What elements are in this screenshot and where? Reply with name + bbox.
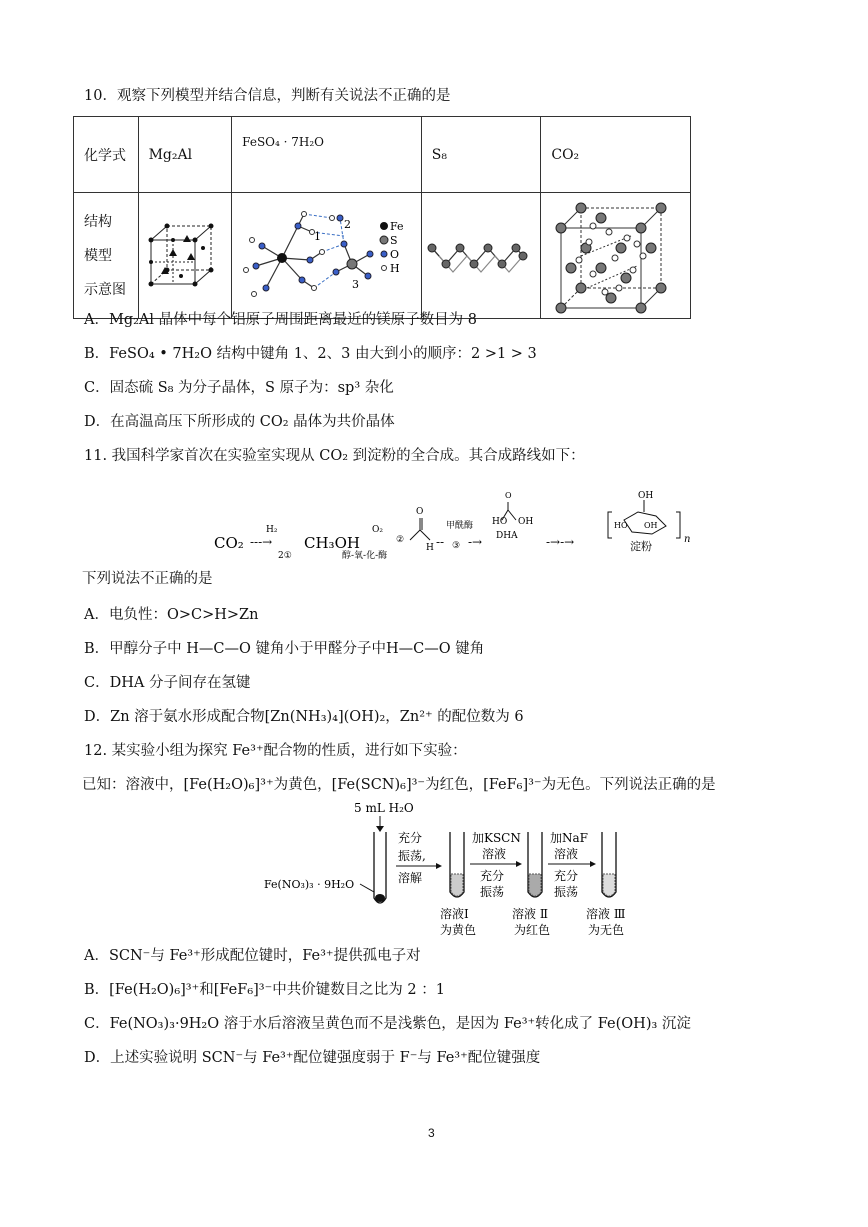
route-step2: ② [396,535,405,545]
svg-text:溶液: 溶液 [482,847,507,861]
legend-fe: Fe [390,219,404,233]
route-o2: O₂ [372,525,383,535]
experiment-diagram [262,798,652,940]
exp-sol2: 溶液 Ⅱ [512,907,548,921]
route-dha-oh: OH [518,517,534,527]
route-step1: 2① [278,551,292,560]
table-header-formula: 化学式 [74,117,139,193]
route-starch-oh: OH [644,521,658,530]
svg-text:--: -- [436,535,445,549]
route-starch-n: n [684,534,691,545]
mg2al-model [138,193,232,319]
svg-text:-→-→: -→-→ [546,535,575,549]
angle-label-1: 1 [314,229,322,243]
s8-model [421,193,541,319]
page-number: 3 [428,1126,435,1140]
legend-s: S [390,233,398,247]
route-step3: ③ [452,541,461,551]
route-dha-o: O [505,491,512,500]
svg-text:振荡: 振荡 [554,885,579,899]
exp-sol1: 溶液I [440,907,469,921]
table-row-label: 结构 模型 示意图 [74,193,139,319]
q12-option-d: D．上述实验说明 SCN⁻与 Fe³⁺配位键强度弱于 F⁻与 Fe³⁺配位键强度 [84,1050,541,1066]
q12-option-a: A．SCN⁻与 Fe³⁺形成配位键时，Fe³⁺提供孤电子对 [84,948,421,964]
q11-option-a: A．电负性：O>C>H>Zn [84,607,259,623]
route-dha: DHA [496,531,518,541]
svg-text:为黄色: 为黄色 [440,923,477,937]
svg-text:为红色: 为红色 [514,923,551,937]
q11-option-b: B．甲醇分子中 H—C—O 键角小于甲醛分子中H—C—O 键角 [84,641,485,657]
route-enzyme3: 甲酰酶 [446,521,474,531]
structure-model-table [73,116,691,319]
table-header-feso4: FeSO₄ · 7H₂O [232,117,422,193]
s8-ring-diagram [422,196,532,316]
legend-h: H [390,261,400,275]
q11-option-d: D．Zn 溶于氨水形成配合物[Zn(NH₃)₄](OH)₂，Zn²⁺ 的配位数为 6 [84,709,524,725]
route-formaldehyde-h: H [426,543,434,553]
q10-option-b: B．FeSO₄ • 7H₂O 结构中键角 1、2、3 由大到小的顺序：2 >1 > 3 [84,346,537,362]
svg-text:溶液: 溶液 [554,847,579,861]
angle-label-3: 3 [352,277,360,291]
svg-text:溶解: 溶解 [398,871,423,885]
q12-stem: 12. 某实验小组为探究 Fe³⁺配合物的性质，进行如下实验： [84,743,467,759]
exp-sol3: 溶液 Ⅲ [586,907,626,921]
q10-option-a: A．Mg₂Al 晶体中每个铝原子周围距离最近的镁原子数目为 8 [84,312,477,328]
q10-stem: 10．观察下列模型并结合信息，判断有关说法不正确的是 [84,88,451,104]
q12-option-c: C．Fe(NO₃)₃·9H₂O 溶于水后溶液呈黄色而不是浅紫色，是因为 Fe³⁺转化成了 Fe(OH)₃ 沉淀 [84,1016,691,1032]
svg-text:充分: 充分 [554,869,579,883]
svg-text:充分: 充分 [398,831,423,845]
svg-text:-→: -→ [468,535,483,549]
route-dha-ho: HO [492,517,508,527]
q12-known: 已知：溶液中，[Fe(H₂O)₆]³⁺为黄色，[Fe(SCN)₆]³⁻为红色，[FeF₆]³⁻为无色。下列说法正确的是 [82,777,716,793]
svg-text:充分: 充分 [480,869,505,883]
svg-text:振荡: 振荡 [480,885,505,899]
exp-water: 5 mL H₂O [354,801,414,815]
route-ch3oh: CH₃OH [304,534,360,552]
route-starch-oh-top: OH [638,491,654,501]
table-header-mg2al: Mg₂Al [138,117,232,193]
svg-text:加NaF: 加NaF [550,831,588,845]
mg2al-crystal-diagram [139,196,223,316]
route-h2: H₂ [266,525,278,535]
route-step2-label: 醇-氧-化-酶 [342,551,388,560]
exp-salt: Fe(NO₃)₃ · 9H₂O [264,878,355,891]
angle-label-2: 2 [344,217,352,231]
q10-option-d: D．在高温高压下所形成的 CO₂ 晶体为共价晶体 [84,414,395,430]
q11-stem: 11. 我国科学家首次在实验室实现从 CO₂ 到淀粉的全合成。其合成路线如下： [84,448,585,464]
co2-model [541,193,691,319]
q12-option-b: B．[Fe(H₂O)₆]³⁺和[FeF₆]³⁻中共价键数目之比为 2 ：1 [84,982,445,998]
svg-text:为无色: 为无色 [588,923,625,937]
route-starch: 淀粉 [630,540,652,553]
legend-o: O [390,247,400,261]
feso4-structure-diagram [232,196,412,316]
route-starch-ho: HO [614,521,628,530]
route-co2: CO₂ [214,534,244,552]
q11-stem2: 下列说法不正确的是 [82,571,213,587]
route-formaldehyde-o: O [416,507,424,517]
q10-option-c: C．固态硫 S₈ 为分子晶体，S 原子为：sp³ 杂化 [84,380,394,396]
feso4-model [232,193,422,319]
co2-crystal-diagram [541,196,681,316]
table-header-co2: CO₂ [541,117,691,193]
svg-text:振荡,: 振荡, [398,849,426,863]
svg-text:---→: ---→ [250,535,273,549]
svg-text:加KSCN: 加KSCN [472,831,521,845]
q11-option-c: C．DHA 分子间存在氢键 [84,675,251,691]
synthesis-route-diagram [200,480,700,560]
table-header-s8: S₈ [421,117,541,193]
